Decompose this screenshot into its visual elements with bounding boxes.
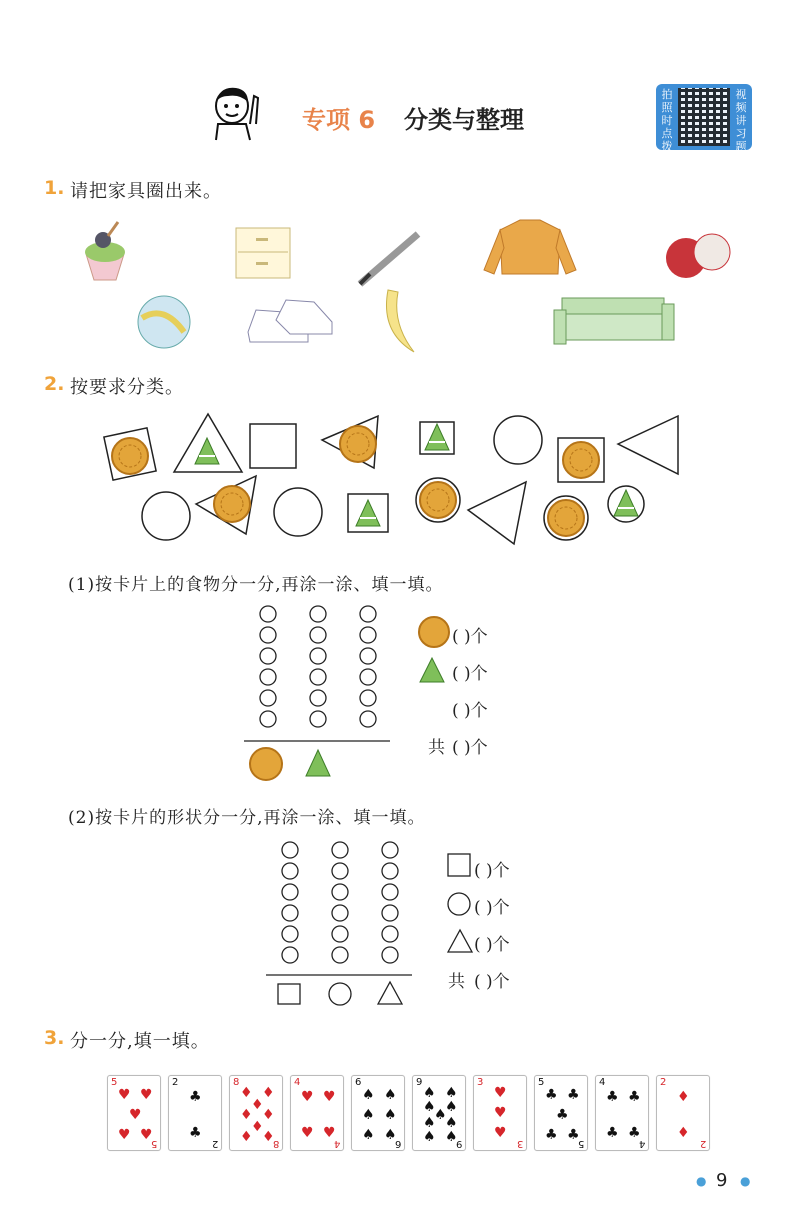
food-blank-1[interactable]: ( )个	[452, 627, 488, 647]
card-suit-icon: ♣	[628, 1089, 641, 1105]
q3-number: 3.	[44, 1027, 65, 1049]
card-square-mooncake[interactable]	[104, 428, 156, 480]
card-suit-icon: ♥	[494, 1105, 507, 1121]
card-rank: 5	[577, 1138, 584, 1149]
card-suit-icon: ♣	[189, 1089, 202, 1105]
card-suit-icon: ♦	[251, 1097, 264, 1113]
shape-cards	[96, 404, 696, 554]
square-icon	[448, 854, 470, 876]
zongzi-label-icon	[306, 750, 330, 776]
card-rank: 6	[355, 1077, 362, 1088]
card-suit-icon: ♦	[677, 1125, 690, 1141]
card-rank: 9	[455, 1138, 462, 1149]
playing-card[interactable]	[473, 1075, 527, 1151]
pen-icon[interactable]	[360, 234, 418, 284]
q1-text: 请把家具圈出来。	[70, 181, 222, 202]
page-dot-right: ●	[740, 1174, 751, 1188]
food-blank-2[interactable]: ( )个	[452, 664, 488, 684]
card-circle-empty[interactable]	[494, 416, 542, 464]
q2-text: 按要求分类。	[70, 377, 184, 398]
card-suit-icon: ♦	[262, 1129, 275, 1145]
playing-card[interactable]	[534, 1075, 588, 1151]
card-circle-empty-3[interactable]	[274, 488, 322, 536]
playing-card[interactable]	[168, 1075, 222, 1151]
mooncake-label-icon	[250, 748, 282, 780]
playing-card[interactable]	[412, 1075, 466, 1151]
card-suit-icon: ♣	[556, 1107, 569, 1123]
card-rank: 4	[638, 1138, 645, 1149]
card-suit-icon: ♦	[262, 1085, 275, 1101]
card-rank: 9	[416, 1077, 423, 1088]
card-rank: 4	[599, 1077, 606, 1088]
q2-part1-text: (1)按卡片上的食物分一分,再涂一涂、填一填。	[68, 575, 444, 595]
card-suit-icon: ♠	[384, 1107, 397, 1123]
shape-blank-1[interactable]: ( )个	[474, 861, 510, 881]
card-circle-mooncake[interactable]	[416, 478, 460, 522]
card-suit-icon: ♠	[362, 1127, 375, 1143]
q1-images	[80, 214, 760, 356]
card-rank: 3	[477, 1077, 484, 1088]
page-number: 9	[716, 1170, 728, 1191]
mooncake-icon	[419, 617, 449, 647]
card-suit-icon: ♥	[323, 1125, 336, 1141]
card-suit-icon: ♠	[362, 1107, 375, 1123]
sneakers-icon[interactable]	[248, 300, 332, 342]
triangle-icon	[448, 930, 472, 952]
shape-total-label: 共	[448, 972, 465, 992]
card-suit-icon: ♣	[545, 1127, 558, 1143]
playing-card[interactable]	[595, 1075, 649, 1151]
card-rank: 5	[538, 1077, 545, 1088]
boy-mascot	[206, 84, 262, 142]
ball-icon[interactable]	[138, 296, 190, 348]
card-rank: 4	[333, 1138, 340, 1149]
card-rank: 2	[699, 1138, 706, 1149]
playing-card[interactable]	[351, 1075, 405, 1151]
card-suit-icon: ♥	[323, 1089, 336, 1105]
card-suit-icon: ♦	[677, 1089, 690, 1105]
card-triangle-empty[interactable]	[618, 416, 678, 474]
card-circle-mooncake-2[interactable]	[544, 496, 588, 540]
lychee-icon[interactable]	[666, 234, 730, 278]
playing-card[interactable]	[229, 1075, 283, 1151]
card-suit-icon: ♠	[445, 1129, 458, 1145]
banana-icon[interactable]	[386, 290, 414, 352]
card-suit-icon: ♠	[445, 1115, 458, 1131]
card-triangle-empty-2[interactable]	[468, 482, 526, 544]
card-suit-icon: ♦	[240, 1129, 253, 1145]
circle-icon	[448, 893, 470, 915]
card-suit-icon: ♦	[240, 1107, 253, 1123]
food-total-blank[interactable]: ( )个	[452, 738, 488, 758]
shape-blank-2[interactable]: ( )个	[474, 898, 510, 918]
card-rank: 3	[516, 1138, 523, 1149]
food-tally-chart	[240, 600, 400, 786]
card-suit-icon: ♥	[301, 1125, 314, 1141]
triangle-label-icon	[378, 982, 402, 1004]
card-suit-icon: ♠	[445, 1085, 458, 1101]
playing-card[interactable]	[656, 1075, 710, 1151]
qr-code[interactable]	[656, 84, 752, 153]
card-triangle-mooncake[interactable]	[322, 416, 378, 468]
section-tag: 专项 6	[302, 106, 376, 134]
cupcake-icon[interactable]	[85, 222, 125, 280]
sweater-icon[interactable]	[484, 220, 576, 274]
playing-cards-row	[107, 1075, 717, 1153]
card-suit-icon: ♥	[140, 1127, 153, 1143]
page-dot-left: ●	[696, 1174, 707, 1188]
shape-tally-chart	[262, 836, 422, 1008]
zongzi-icon	[420, 658, 444, 682]
card-rank: 5	[150, 1138, 157, 1149]
card-suit-icon: ♣	[567, 1127, 580, 1143]
food-row-icons	[416, 616, 456, 696]
square-label-icon	[278, 984, 300, 1004]
page-title: 分类与整理	[404, 106, 524, 134]
card-square-empty[interactable]	[250, 424, 296, 468]
card-suit-icon: ♣	[545, 1087, 558, 1103]
card-triangle-zongzi[interactable]	[174, 414, 242, 472]
q2-number: 2.	[44, 373, 65, 395]
q1-number: 1.	[44, 177, 65, 199]
card-suit-icon: ♣	[567, 1087, 580, 1103]
card-suit-icon: ♠	[434, 1107, 447, 1123]
card-suit-icon: ♣	[606, 1125, 619, 1141]
shape-row-icons	[446, 852, 476, 956]
card-suit-icon: ♦	[240, 1085, 253, 1101]
card-suit-icon: ♥	[494, 1125, 507, 1141]
card-rank: 8	[233, 1077, 240, 1088]
card-triangle-mooncake-2[interactable]	[196, 476, 256, 534]
card-suit-icon: ♥	[118, 1127, 131, 1143]
card-circle-zongzi[interactable]	[608, 486, 644, 522]
card-suit-icon: ♦	[251, 1119, 264, 1135]
circle-label-icon	[329, 983, 351, 1005]
food-blank-3[interactable]: ( )个	[452, 701, 488, 721]
card-square-zongzi[interactable]	[420, 422, 454, 454]
qr-right-text: 视频讲习题	[735, 88, 747, 153]
card-rank: 2	[172, 1077, 179, 1088]
card-suit-icon: ♠	[423, 1115, 436, 1131]
q2-part2-text: (2)按卡片的形状分一分,再涂一涂、填一填。	[68, 808, 426, 828]
card-suit-icon: ♠	[445, 1099, 458, 1115]
card-rank: 4	[294, 1077, 301, 1088]
nightstand-icon[interactable]	[236, 228, 290, 278]
card-suit-icon: ♥	[140, 1087, 153, 1103]
card-square-mooncake-2[interactable]	[558, 438, 604, 482]
playing-card[interactable]	[290, 1075, 344, 1151]
card-suit-icon: ♥	[301, 1089, 314, 1105]
card-suit-icon: ♥	[118, 1087, 131, 1103]
card-suit-icon: ♠	[423, 1085, 436, 1101]
card-circle-empty-2[interactable]	[142, 492, 190, 540]
sofa-icon[interactable]	[554, 298, 674, 344]
card-suit-icon: ♠	[384, 1087, 397, 1103]
card-rank: 2	[211, 1138, 218, 1149]
card-rank: 5	[111, 1077, 118, 1088]
card-suit-icon: ♠	[362, 1087, 375, 1103]
card-rank: 8	[272, 1138, 279, 1149]
card-suit-icon: ♥	[129, 1107, 142, 1123]
card-suit-icon: ♠	[384, 1127, 397, 1143]
q3-text: 分一分,填一填。	[70, 1031, 210, 1052]
card-rank: 6	[394, 1138, 401, 1149]
card-rank: 2	[660, 1077, 667, 1088]
card-suit-icon: ♣	[628, 1125, 641, 1141]
card-suit-icon: ♥	[494, 1085, 507, 1101]
card-suit-icon: ♣	[606, 1089, 619, 1105]
food-total-label: 共	[428, 738, 445, 758]
playing-card[interactable]	[107, 1075, 161, 1151]
card-square-zongzi-2[interactable]	[348, 494, 388, 532]
card-suit-icon: ♠	[423, 1129, 436, 1145]
card-suit-icon: ♣	[189, 1125, 202, 1141]
qr-left-text: 拍照时点拨	[661, 88, 673, 153]
shape-total-blank[interactable]: ( )个	[474, 972, 510, 992]
card-suit-icon: ♠	[423, 1099, 436, 1115]
card-suit-icon: ♦	[262, 1107, 275, 1123]
shape-blank-3[interactable]: ( )个	[474, 935, 510, 955]
qr-pattern	[678, 88, 730, 146]
